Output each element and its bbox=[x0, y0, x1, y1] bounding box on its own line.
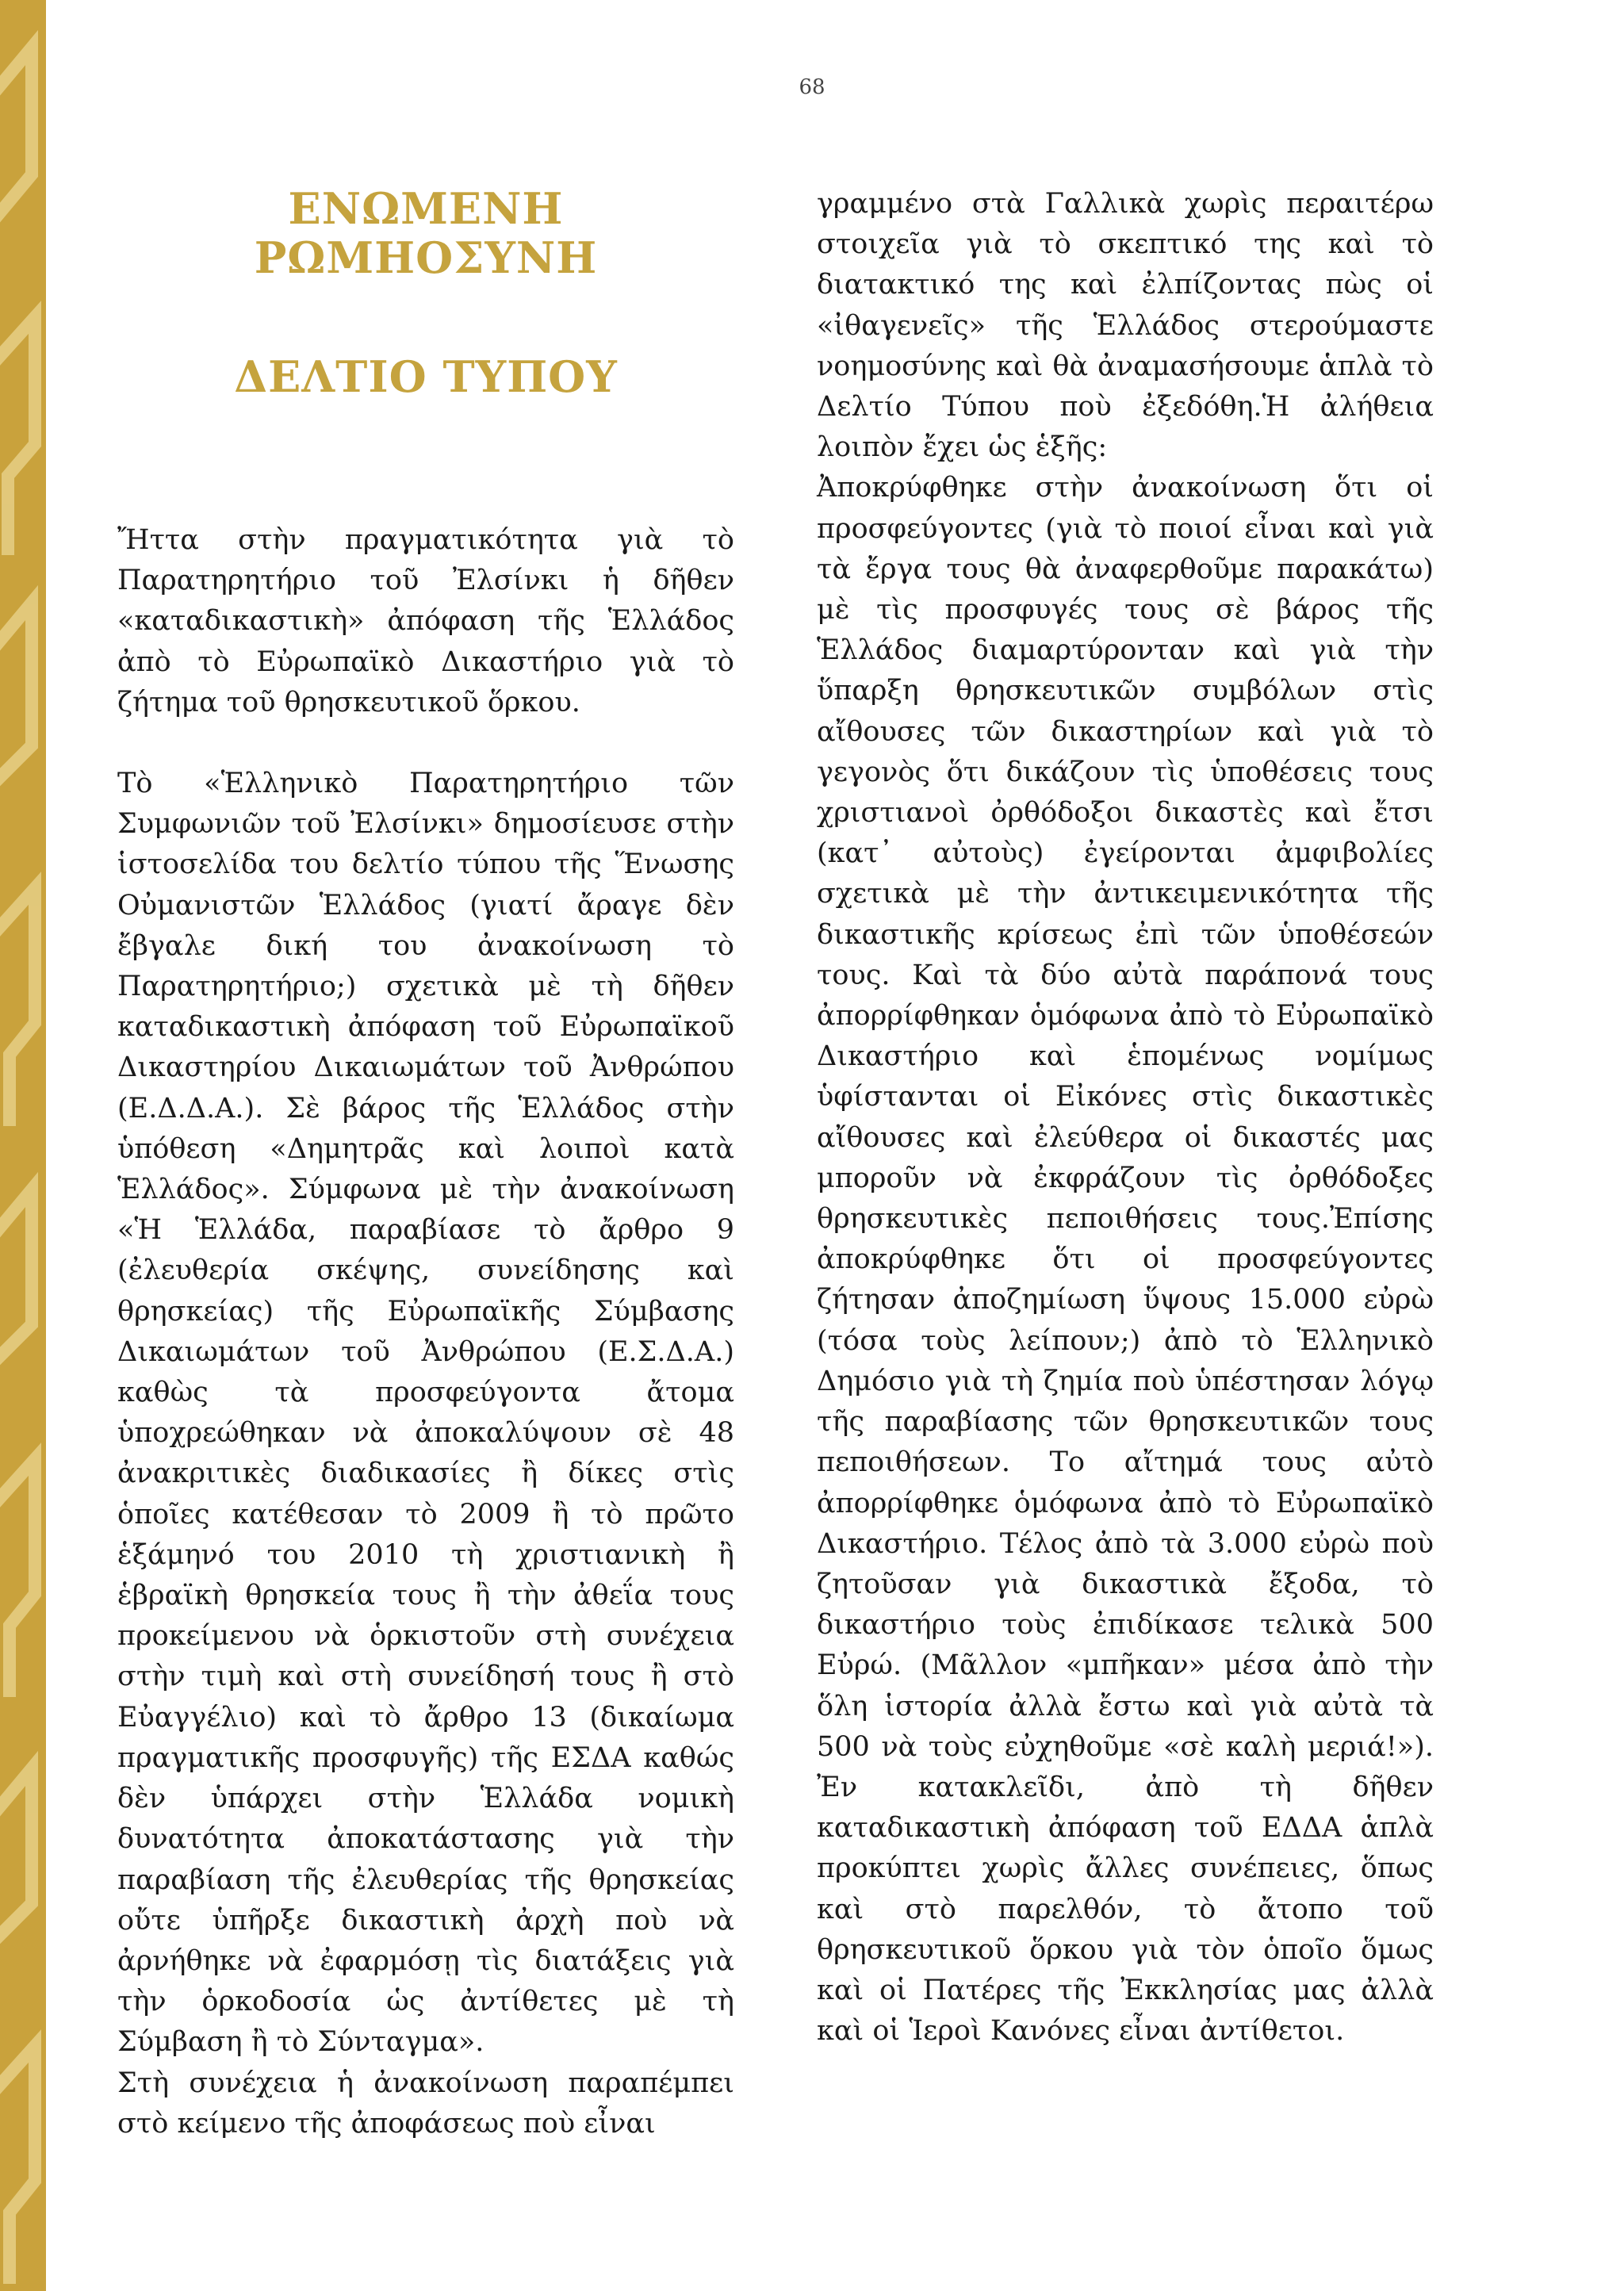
meander-pattern-icon bbox=[0, 0, 46, 2291]
body-paragraph: Ἀποκρύφθηκε στὴν ἀνακοίνωση ὅτι οἱ προσφεύγοντες (γιὰ τὸ ποιοί εἶναι καὶ γιὰ τὰ ἔργα τους θὰ ἀναφερθοῦμε παρακάτω) μὲ τὶς προσφυγές τους σὲ βάρος τῆς Ἑλλάδος διαμαρτύρονταν καὶ γιὰ τὴν ὕπαρξη θρησκευτικῶν συμβόλων στὶς αἴθουσες τῶν δικαστηρίων καὶ γιὰ τὸ γεγονὸς ὅτι δικάζουν τὶς ὑποθέσεις τους χριστιανοὶ ὀρθόδοξοι δικαστὲς καὶ ἔτσι (κατ᾽ αὐτοὺς) ἐγείρονται ἀμφιβολίες σχετικὰ μὲ τὴν ἀντικειμενικότητα τῆς δικαστικῆς κρίσεως ἐπὶ τῶν ὑποθέσεών τους. Καὶ τὰ δύο αὐτὰ παράπονά τους ἀπορρίφθηκαν ὁμόφωνα ἀπὸ τὸ Εὐρωπαϊκὸ Δικαστήριο καὶ ἑπομένως νομίμως ὑφίστανται οἱ Εἰκόνες στὶς δικαστικὲς αἴθουσες καὶ ἐλεύθερα οἱ δικαστές μας μποροῦν νὰ ἐκφράζουν τὶς ὀρθόδοξες θρησκευτικὲς πεποιθήσεις τους.Ἐπίσης ἀποκρύφθηκε ὅτι οἱ προσφεύγοντες ζήτησαν ἀποζημίωση ὕψους 15.000 εὐρὼ (τόσα τοὺς λείπουν;) ἀπὸ τὸ Ἑλληνικὸ Δημόσιο γιὰ τὴ ζημία ποὺ ὑπέστησαν λόγῳ τῆς παραβίασης τῶν θρησκευτικῶν τους πεποιθήσεων. Το αἴτημά τους αὐτὸ ἀπορρίφθηκε ὁμόφωνα ἀπὸ τὸ Εὐρωπαϊκὸ Δικαστήριο. Τέλος ἀπὸ τὰ 3.000 εὐρὼ ποὺ ζητοῦσαν γιὰ δικαστικὰ ἔξοδα, τὸ δικαστήριο τοὺς ἐπιδίκασε τελικὰ 500 Εὐρώ. (Μᾶλλον «μπῆκαν» μέσα ἀπὸ τὴν ὅλη ἱστορία ἀλλὰ ἔστω καὶ γιὰ αὐτὰ τὰ 500 νὰ τοὺς εὐχηθοῦμε «σὲ καλὴ μεριά!»). Ἐν κατακλεῖδι, ἀπὸ τὴ δῆθεν καταδικαστικὴ ἀπόφαση τοῦ ΕΔΔΑ ἁπλὰ προκύπτει χωρὶς ἄλλες συνέπειες, ὅπως καὶ στὸ παρελθόν, τὸ ἄτοπο τοῦ θρησκευτικοῦ ὅρκου γιὰ τὸν ὁποῖο ὅμως καὶ οἱ Πατέρες τῆς Ἐκκλησίας μας ἀλλὰ καὶ οἱ Ἱεροὶ Κανόνες εἶναι ἀντίθετοι. bbox=[817, 472, 1434, 2048]
left-column bbox=[117, 176, 734, 2144]
section-heading: ΕΝΩΜΕΝΗ ΡΩΜΗΟΣΥΝΗ bbox=[254, 183, 598, 283]
page-number: 68 bbox=[799, 75, 825, 99]
body-paragraph: Στὴ συνέχεια ἡ ἀνακοίνωση παραπέμπει στὸ κείμενο τῆς ἀποφάσεως ποὺ εἶναι bbox=[117, 2067, 734, 2140]
press-release-heading: ΔΕΛΤΙΟ ΤΥΠΟΥ bbox=[234, 351, 618, 402]
body-paragraph: γραμμένο στὰ Γαλλικὰ χωρὶς περαιτέρω στοιχεῖα γιὰ τὸ σκεπτικό της καὶ τὸ διατακτικό της καὶ ἐλπίζοντας πὼς οἱ «ἰθαγενεῖς» τῆς Ἑλλάδος στερούμαστε νοημοσύνης καὶ θὰ ἀναμασήσουμε ἁπλὰ τὸ Δελτίο Τύπου ποὺ ἐξεδόθη.Ἡ ἀλήθεια λοιπὸν ἔχει ὡς ἑξῆς: bbox=[817, 188, 1434, 464]
decorative-side-band bbox=[0, 0, 46, 2291]
body-paragraph: Τὸ «Ἑλληνικὸ Παρατηρητήριο τῶν Συμφωνιῶν τοῦ Ἐλσίνκι» δημοσίευσε στὴν ἱστοσελίδα του δελτίο τύπου τῆς Ἕνωσης Οὐμανιστῶν Ἑλλάδος (γιατί ἄραγε δὲν ἔβγαλε δική του ἀνακοίνωση τὸ Παρατηρητήριο;) σχετικὰ μὲ τὴ δῆθεν καταδικαστικὴ ἀπόφαση τοῦ Εὐρωπαϊκοῦ Δικαστηρίου Δικαιωμάτων τοῦ Ἀνθρώπου (Ε.Δ.Δ.Α.). Σὲ βάρος τῆς Ἑλλάδος στὴν ὑπόθεση «Δημητρᾶς καὶ λοιποὶ κατὰ Ἑλλάδος». Σύμφωνα μὲ τὴν ἀνακοίνωση «Ἡ Ἑλλάδα, παραβίασε τὸ ἄρθρο 9 (ἐλευθερία σκέψης, συνείδησης καὶ θρησκείας) τῆς Εὐρωπαϊκῆς Σύμβασης Δικαιωμάτων τοῦ Ἀνθρώπου (Ε.Σ.Δ.Α.) καθὼς τὰ προσφεύγοντα ἄτομα ὑποχρεώθηκαν νὰ ἀποκαλύψουν σὲ 48 ἀνακριτικὲς διαδικασίες ἢ δίκες στὶς ὁποῖες κατέθεσαν τὸ 2009 ἢ τὸ πρῶτο ἑξάμηνό του 2010 τὴ χριστιανικὴ ἢ ἑβραϊκὴ θρησκεία τους ἢ τὴν ἀθεΐα τους προκείμενου νὰ ὁρκιστοῦν στὴ συνέχεια στὴν τιμὴ καὶ στὴ συνείδησή τους ἢ στὸ Εὐαγγέλιο) καὶ τὸ ἄρθρο 13 (δικαίωμα πραγματικῆς προσφυγῆς) τῆς ΕΣΔΑ καθώς δὲν ὑπάρχει στὴν Ἑλλάδα νομικὴ δυνατότητα ἀποκατάστασης γιὰ τὴν παραβίαση τῆς ἐλευθερίας τῆς θρησκείας οὔτε ὑπῆρξε δικαστικὴ ἀρχὴ ποὺ νὰ ἀρνήθηκε νὰ ἐφαρμόσῃ τὶς διατάξεις γιὰ τὴν ὁρκοδοσία ὡς ἀντίθετες μὲ τὴ Σύμβαση ἢ τὸ Σύνταγμα». bbox=[117, 768, 734, 2059]
intro-paragraph: Ἤττα στὴν πραγματικότητα γιὰ τὸ Παρατηρητήριο τοῦ Ἐλσίνκι ἡ δῆθεν «καταδικαστικὴ» ἀπόφαση τῆς Ἑλλάδος ἀπὸ τὸ Εὐρωπαϊκὸ Δικαστήριο γιὰ τὸ ζήτημα τοῦ θρησκευτικοῦ ὅρκου. bbox=[117, 524, 734, 718]
right-column bbox=[817, 184, 1434, 2052]
